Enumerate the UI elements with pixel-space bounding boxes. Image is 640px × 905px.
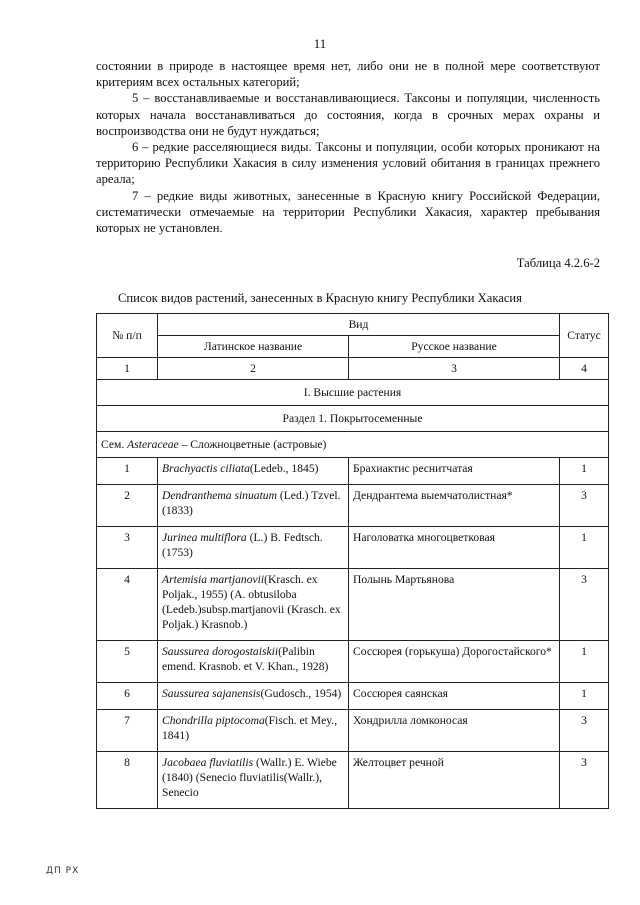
row-number: 3 [97, 527, 158, 569]
russian-name: Брахиактис реснитчатая [349, 458, 560, 485]
family-dash: – [181, 438, 188, 451]
status-value: 3 [560, 485, 609, 527]
row-number: 2 [97, 485, 158, 527]
paragraph: 5 – восстанавливаемые и восстанавливающиеся. Таксоны и популяции, численность которых начала восстанавливаться до состояния, когда в срочных мерах охраны и воспроизводства они не будут нуждаться; [96, 91, 600, 138]
header-num: № п/п [97, 314, 158, 358]
family-heading [97, 432, 609, 458]
header-species: Вид [158, 314, 560, 336]
table-row [97, 485, 609, 527]
latin-name: Jurinea multiflora [162, 531, 247, 544]
latin-name-cell [158, 527, 349, 569]
latin-authority: (Gudosch., 1954) [260, 687, 342, 700]
status-value: 1 [560, 683, 609, 710]
paragraph: 7 – редкие виды животных, занесенные в Красную книгу Российской Федерации, систематически отмечаемые на территории Республики Хакасия, характер пребывания которых не установлен. [96, 188, 600, 236]
status-value: 3 [560, 752, 609, 809]
latin-authority: (Wallr.) E. Wiebe (1840) (Senecio fluviatilis(Wallr.), Senecio [162, 756, 337, 799]
latin-name-cell [158, 569, 349, 641]
table-row [97, 710, 609, 752]
status-value: 3 [560, 569, 609, 641]
latin-name: Jacobaea fluviatilis [162, 756, 254, 769]
species-table [96, 313, 609, 809]
row-number: 8 [97, 752, 158, 809]
table-label: Таблица 4.2.6-2 [516, 256, 600, 270]
table-row [97, 752, 609, 809]
status-value: 1 [560, 527, 609, 569]
subsection-heading: Раздел 1. Покрытосеменные [97, 406, 609, 432]
latin-name-cell [158, 485, 349, 527]
row-number: 7 [97, 710, 158, 752]
status-value: 1 [560, 458, 609, 485]
family-row [97, 432, 609, 458]
russian-name: Полынь Мартьянова [349, 569, 560, 641]
column-number: 4 [560, 358, 609, 380]
row-number: 4 [97, 569, 158, 641]
column-number: 3 [349, 358, 560, 380]
latin-name: Chondrilla piptocoma [162, 714, 265, 727]
latin-authority: (Fisch. et Mey., 1841) [162, 714, 338, 742]
section-heading: I. Высшие растения [97, 380, 609, 406]
latin-name-cell [158, 710, 349, 752]
latin-authority: (Palibin emend. Krasnob. et V. Khan., 1928) [162, 645, 329, 673]
family-prefix: Сем. [101, 438, 125, 451]
table-row [97, 527, 609, 569]
latin-name: Saussurea sajanensis [162, 687, 261, 700]
paragraph: 6 – редкие расселяющиеся виды. Таксоны и популяции, особи которых проникают на территорию Республики Хакасия в силу изменения условий обитания в границах прежнего ареала; [96, 140, 600, 187]
latin-authority: (Krasch. ex Poljak., 1955) (A. obtusiloba (Ledeb.)subsp.martjanovii (Krasch. ex Poljak.) Krasnob.) [162, 573, 341, 631]
latin-name-cell [158, 458, 349, 485]
paragraph: состоянии в природе в настоящее время нет, либо они не в полной мере соответствуют критериям всех остальных категорий; [96, 59, 600, 90]
table-row [97, 683, 609, 710]
latin-authority: (Ledeb., 1845) [249, 462, 319, 475]
russian-name: Желтоцвет речной [349, 752, 560, 809]
table-row [97, 458, 609, 485]
latin-name: Artemisia martjanovii [162, 573, 265, 586]
header-latin: Латинское название [158, 336, 349, 358]
row-number: 6 [97, 683, 158, 710]
russian-name: Наголоватка многоцветковая [349, 527, 560, 569]
header-row [97, 314, 609, 336]
column-number: 1 [97, 358, 158, 380]
subsection-row [97, 406, 609, 432]
russian-name: Хондрилла ломконосая [349, 710, 560, 752]
russian-name: Соссюрея (горькуша) Дорогостайского* [349, 641, 560, 683]
latin-authority: (Led.) Tzvel. (1833) [162, 489, 341, 517]
table-title: Список видов растений, занесенных в Красную книгу Республики Хакасия [118, 291, 522, 305]
russian-name: Дендрантема выемчатолистная* [349, 485, 560, 527]
table-row [97, 641, 609, 683]
latin-name: Dendranthema sinuatum [162, 489, 277, 502]
column-number: 2 [158, 358, 349, 380]
family-russian: Сложноцветные (астровые) [190, 438, 327, 451]
page-number: 11 [313, 36, 327, 51]
latin-authority: (L.) B. Fedtsch. (1753) [162, 531, 323, 559]
latin-name: Saussurea dorogostaiskii [162, 645, 279, 658]
body-text [96, 58, 600, 236]
footer-mark: ДП РХ [46, 866, 80, 876]
header-russian: Русское название [349, 336, 560, 358]
latin-name-cell [158, 752, 349, 809]
table-row [97, 569, 609, 641]
header-subrow [97, 336, 609, 358]
latin-name-cell [158, 641, 349, 683]
status-value: 3 [560, 710, 609, 752]
row-number: 1 [97, 458, 158, 485]
latin-name: Brachyactis ciliata [162, 462, 250, 475]
column-numbers-row [97, 358, 609, 380]
header-status: Статус [560, 314, 609, 358]
row-number: 5 [97, 641, 158, 683]
russian-name: Соссюрея саянская [349, 683, 560, 710]
status-value: 1 [560, 641, 609, 683]
latin-name-cell [158, 683, 349, 710]
section-row [97, 380, 609, 406]
family-latin: Asteraceae [127, 438, 179, 451]
